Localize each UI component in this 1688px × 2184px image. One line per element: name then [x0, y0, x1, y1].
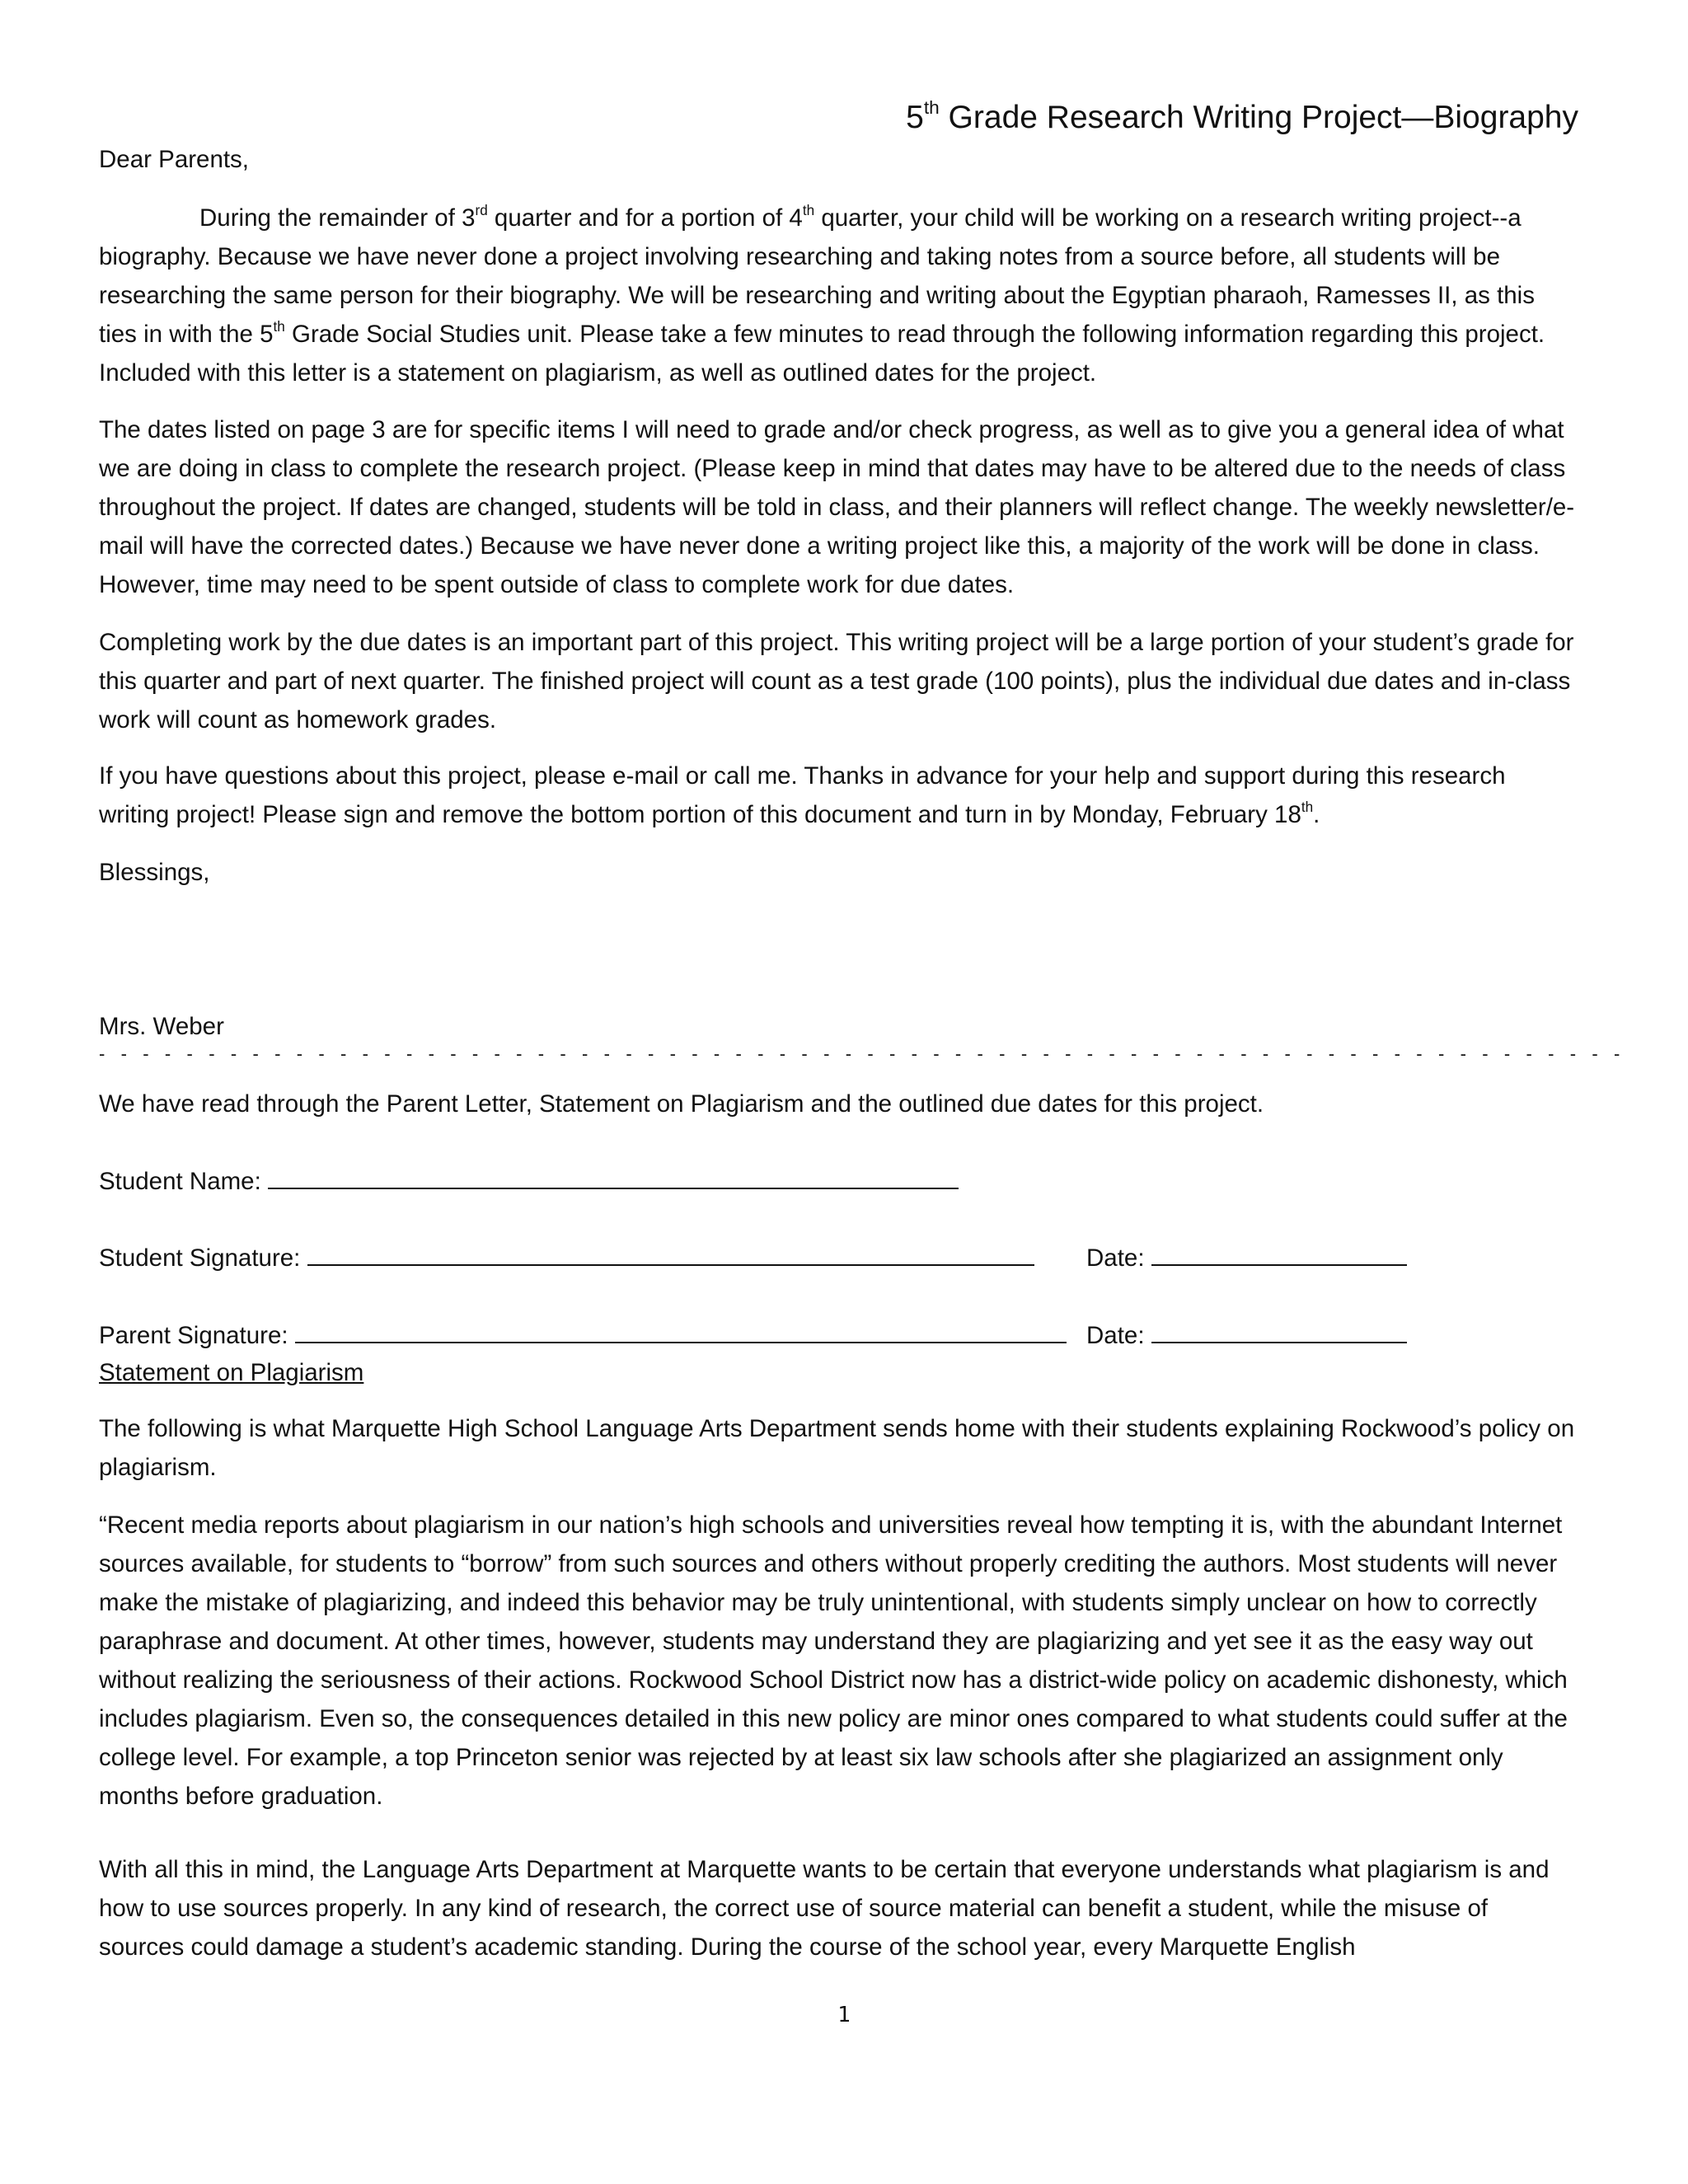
- plagiarism-quote-paragraph-1: “Recent media reports about plagiarism in our nation’s high schools and universities reveal how tempting it is, with the abundant Internet sources available, for students to “borrow” from such sources and others without properly crediting the authors. Most students will never make the mistake of plagiarizing, and indeed this behavior may be truly unintentional, with students simply unclear on how to correctly paraphrase and document. At other times, however, students may understand they are plagiarizing and yet see it as the easy way out without realizing the seriousness of their actions. Rockwood School District now has a district-wide policy on academic dishonesty, which includes plagiarism. Even so, the consequences detailed in this new policy are minor ones compared to what students could suffer at the college level. For example, a top Princeton senior was rejected by at least six law schools after she plagiarized an assignment only months before graduation.: [99, 1511, 1568, 1810]
- page-number: 1: [837, 2003, 851, 2027]
- title-grade-suffix: th: [923, 96, 940, 118]
- title-text: Grade Research Writing Project—Biography: [939, 100, 1578, 135]
- parent-signature-blank[interactable]: [295, 1317, 1067, 1343]
- student-signature-field[interactable]: [99, 1239, 1034, 1277]
- student-name-field[interactable]: [99, 1162, 959, 1201]
- student-date-label: Date:: [1086, 1244, 1145, 1272]
- student-signature-blank[interactable]: [307, 1240, 1034, 1266]
- student-date-field[interactable]: [1086, 1239, 1407, 1277]
- parent-date-field[interactable]: [1086, 1316, 1407, 1355]
- plagiarism-intro: The following is what Marquette High School Language Arts Department sends home with their students explaining Rockwood’s policy on plagiarism.: [99, 1415, 1575, 1481]
- letter-paragraph-1: During the remainder of 3rd quarter and for a portion of 4th quarter, your child will be working on a research writing project--a biography. Because we have never done a project involving researching and taking notes from a source before, all students will be researching the same person for their biography. We will be researching and writing about the Egyptian pharaoh, Ramesses II, as this ties in with the 5th Grade Social Studies unit. Please take a few minutes to read through the following information regarding this project. Included with this letter is a statement on plagiarism, as well as outlined dates for the project.: [99, 202, 1545, 387]
- parent-date-label: Date:: [1086, 1322, 1145, 1349]
- plagiarism-heading: Statement on Plagiarism: [99, 1359, 364, 1386]
- acknowledgement-statement: We have read through the Parent Letter, Statement on Plagiarism and the outlined due dates for this project.: [99, 1090, 1264, 1118]
- document-title: [906, 97, 1578, 138]
- letter-paragraph-2: The dates listed on page 3 are for specific items I will need to grade and/or check progress, as well as to give you a general idea of what we are doing in class to complete the research project. (Please keep in mind that dates may have to be altered due to the needs of class throughout the project. If dates are changed, students will be told in class, and their planners will reflect change. The weekly newsletter/e-mail will have the corrected dates.) Because we have never done a writing project like this, a majority of the work will be done in class. However, time may need to be spent outside of class to complete work for due dates.: [99, 416, 1575, 598]
- student-signature-label: Student Signature:: [99, 1244, 301, 1272]
- letter-signature: Mrs. Weber: [99, 1013, 224, 1040]
- student-name-blank[interactable]: [268, 1163, 959, 1189]
- letter-closing: Blessings,: [99, 859, 210, 886]
- letter-paragraph-3: Completing work by the due dates is an important part of this project. This writing project will be a large portion of your student’s grade for this quarter and part of next quarter. The finished project will count as a test grade (100 points), plus the individual due dates and in-class work will count as homework grades.: [99, 629, 1574, 733]
- document-page: [99, 0, 1625, 2184]
- parent-signature-field[interactable]: [99, 1316, 1067, 1355]
- letter-greeting: Dear Parents,: [99, 146, 249, 173]
- student-name-label: Student Name:: [99, 1168, 261, 1195]
- plagiarism-quote-paragraph-2: With all this in mind, the Language Arts Department at Marquette wants to be certain that everyone understands what plagiarism is and how to use sources properly. In any kind of research, the correct use of source material can benefit a student, while the misuse of sources could damage a student’s academic standing. During the course of the school year, every Marquette English: [99, 1856, 1550, 1961]
- letter-paragraph-4: If you have questions about this project, please e-mail or call me. Thanks in advance for your help and support during this research writing project! Please sign and remove the bottom portion of this document and turn in by Monday, February 18th.: [99, 762, 1506, 828]
- parent-signature-label: Parent Signature:: [99, 1322, 288, 1349]
- student-date-blank[interactable]: [1151, 1240, 1407, 1266]
- tear-off-dashed-line: - - - - - - - - - - - - - - - - - - - - - - - - - - - - - - - - - - - - - - - - - - - - - - - - - - - - - - - - - - - - - - - - - - - - - -: [99, 1043, 1625, 1064]
- parent-date-blank[interactable]: [1151, 1317, 1407, 1343]
- title-grade-number: 5: [906, 100, 924, 135]
